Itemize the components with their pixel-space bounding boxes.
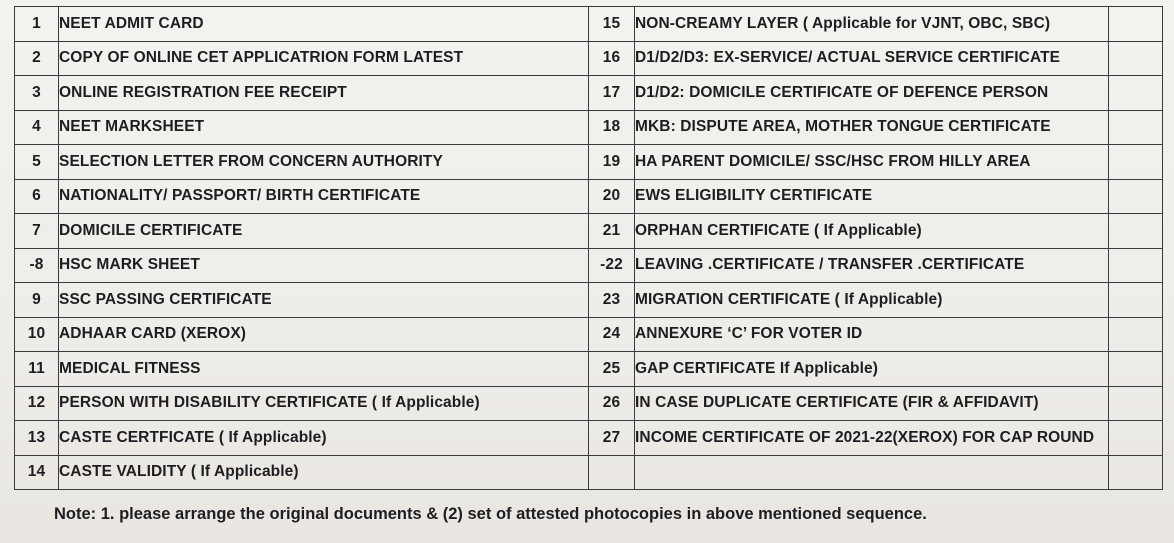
left-item-text: NEET ADMIT CARD	[59, 7, 589, 42]
right-item-text: D1/D2/D3: EX-SERVICE/ ACTUAL SERVICE CERTIFICATE	[635, 41, 1109, 76]
left-item-text: NATIONALITY/ PASSPORT/ BIRTH CERTIFICATE	[59, 179, 589, 214]
left-item-text: COPY OF ONLINE CET APPLICATRION FORM LATEST	[59, 41, 589, 76]
checkbox-cell[interactable]	[1109, 179, 1163, 214]
table-row	[15, 214, 1163, 249]
table-row	[15, 110, 1163, 145]
left-item-number: 3	[15, 76, 59, 111]
checkbox-cell[interactable]	[1109, 214, 1163, 249]
left-item-number: 12	[15, 386, 59, 421]
right-item-number: 15	[589, 7, 635, 42]
table-row	[15, 317, 1163, 352]
left-item-number: 2	[15, 41, 59, 76]
right-item-text: IN CASE DUPLICATE CERTIFICATE (FIR & AFFIDAVIT)	[635, 386, 1109, 421]
table-row	[15, 248, 1163, 283]
checkbox-cell[interactable]	[1109, 283, 1163, 318]
left-item-number: 13	[15, 421, 59, 456]
left-item-number: 10	[15, 317, 59, 352]
table-row	[15, 421, 1163, 456]
left-item-text: SELECTION LETTER FROM CONCERN AUTHORITY	[59, 145, 589, 180]
table-row	[15, 179, 1163, 214]
checkbox-cell[interactable]	[1109, 7, 1163, 42]
right-item-text: EWS ELIGIBILITY CERTIFICATE	[635, 179, 1109, 214]
left-item-number: 4	[15, 110, 59, 145]
checkbox-cell[interactable]	[1109, 421, 1163, 456]
right-item-number: 23	[589, 283, 635, 318]
right-item-number: 21	[589, 214, 635, 249]
checkbox-cell[interactable]	[1109, 352, 1163, 387]
right-item-text: ORPHAN CERTIFICATE ( If Applicable)	[635, 214, 1109, 249]
note-text: Note: 1. please arrange the original documents & (2) set of attested photocopies in above mentioned sequence.	[54, 505, 927, 523]
table-row	[15, 386, 1163, 421]
right-item-number: 25	[589, 352, 635, 387]
checkbox-cell[interactable]	[1109, 110, 1163, 145]
right-item-number: 24	[589, 317, 635, 352]
right-item-number: 16	[589, 41, 635, 76]
right-item-text: HA PARENT DOMICILE/ SSC/HSC FROM HILLY AREA	[635, 145, 1109, 180]
left-item-text: ONLINE REGISTRATION FEE RECEIPT	[59, 76, 589, 111]
right-item-number: 17	[589, 76, 635, 111]
right-item-text: D1/D2: DOMICILE CERTIFICATE OF DEFENCE PERSON	[635, 76, 1109, 111]
left-item-number: 14	[15, 455, 59, 490]
right-item-number: 26	[589, 386, 635, 421]
right-item-number: 18	[589, 110, 635, 145]
checkbox-cell[interactable]	[1109, 76, 1163, 111]
right-item-text: MIGRATION CERTIFICATE ( If Applicable)	[635, 283, 1109, 318]
left-item-number: 5	[15, 145, 59, 180]
left-item-text: DOMICILE CERTIFICATE	[59, 214, 589, 249]
left-item-text: HSC MARK SHEET	[59, 248, 589, 283]
right-item-text	[635, 455, 1109, 490]
left-item-text: MEDICAL FITNESS	[59, 352, 589, 387]
table-row	[15, 455, 1163, 490]
right-item-text: INCOME CERTIFICATE OF 2021-22(XEROX) FOR CAP ROUND	[635, 421, 1109, 456]
checkbox-cell[interactable]	[1109, 455, 1163, 490]
left-item-number: 11	[15, 352, 59, 387]
checkbox-cell[interactable]	[1109, 386, 1163, 421]
left-item-number: -8	[15, 248, 59, 283]
left-item-text: PERSON WITH DISABILITY CERTIFICATE ( If Applicable)	[59, 386, 589, 421]
left-item-text: CASTE CERTFICATE ( If Applicable)	[59, 421, 589, 456]
right-item-text: LEAVING .CERTIFICATE / TRANSFER .CERTIFICATE	[635, 248, 1109, 283]
right-item-number: 20	[589, 179, 635, 214]
left-item-number: 7	[15, 214, 59, 249]
left-item-text: ADHAAR CARD (XEROX)	[59, 317, 589, 352]
checkbox-cell[interactable]	[1109, 145, 1163, 180]
left-item-text: SSC PASSING CERTIFICATE	[59, 283, 589, 318]
table-row	[15, 7, 1163, 42]
table-row	[15, 76, 1163, 111]
right-item-text: GAP CERTIFICATE If Applicable)	[635, 352, 1109, 387]
checkbox-cell[interactable]	[1109, 317, 1163, 352]
documents-table	[14, 6, 1163, 490]
right-item-text: MKB: DISPUTE AREA, MOTHER TONGUE CERTIFICATE	[635, 110, 1109, 145]
left-item-number: 9	[15, 283, 59, 318]
table-row	[15, 352, 1163, 387]
left-item-number: 6	[15, 179, 59, 214]
left-item-text: NEET MARKSHEET	[59, 110, 589, 145]
left-item-number: 1	[15, 7, 59, 42]
table-row	[15, 145, 1163, 180]
table-row	[15, 41, 1163, 76]
right-item-number: 27	[589, 421, 635, 456]
right-item-number: 19	[589, 145, 635, 180]
checkbox-cell[interactable]	[1109, 248, 1163, 283]
right-item-number: -22	[589, 248, 635, 283]
right-item-text: ANNEXURE ‘C’ FOR VOTER ID	[635, 317, 1109, 352]
right-item-number	[589, 455, 635, 490]
table-row	[15, 283, 1163, 318]
right-item-text: NON-CREAMY LAYER ( Applicable for VJNT, OBC, SBC)	[635, 7, 1109, 42]
left-item-text: CASTE VALIDITY ( If Applicable)	[59, 455, 589, 490]
checkbox-cell[interactable]	[1109, 41, 1163, 76]
